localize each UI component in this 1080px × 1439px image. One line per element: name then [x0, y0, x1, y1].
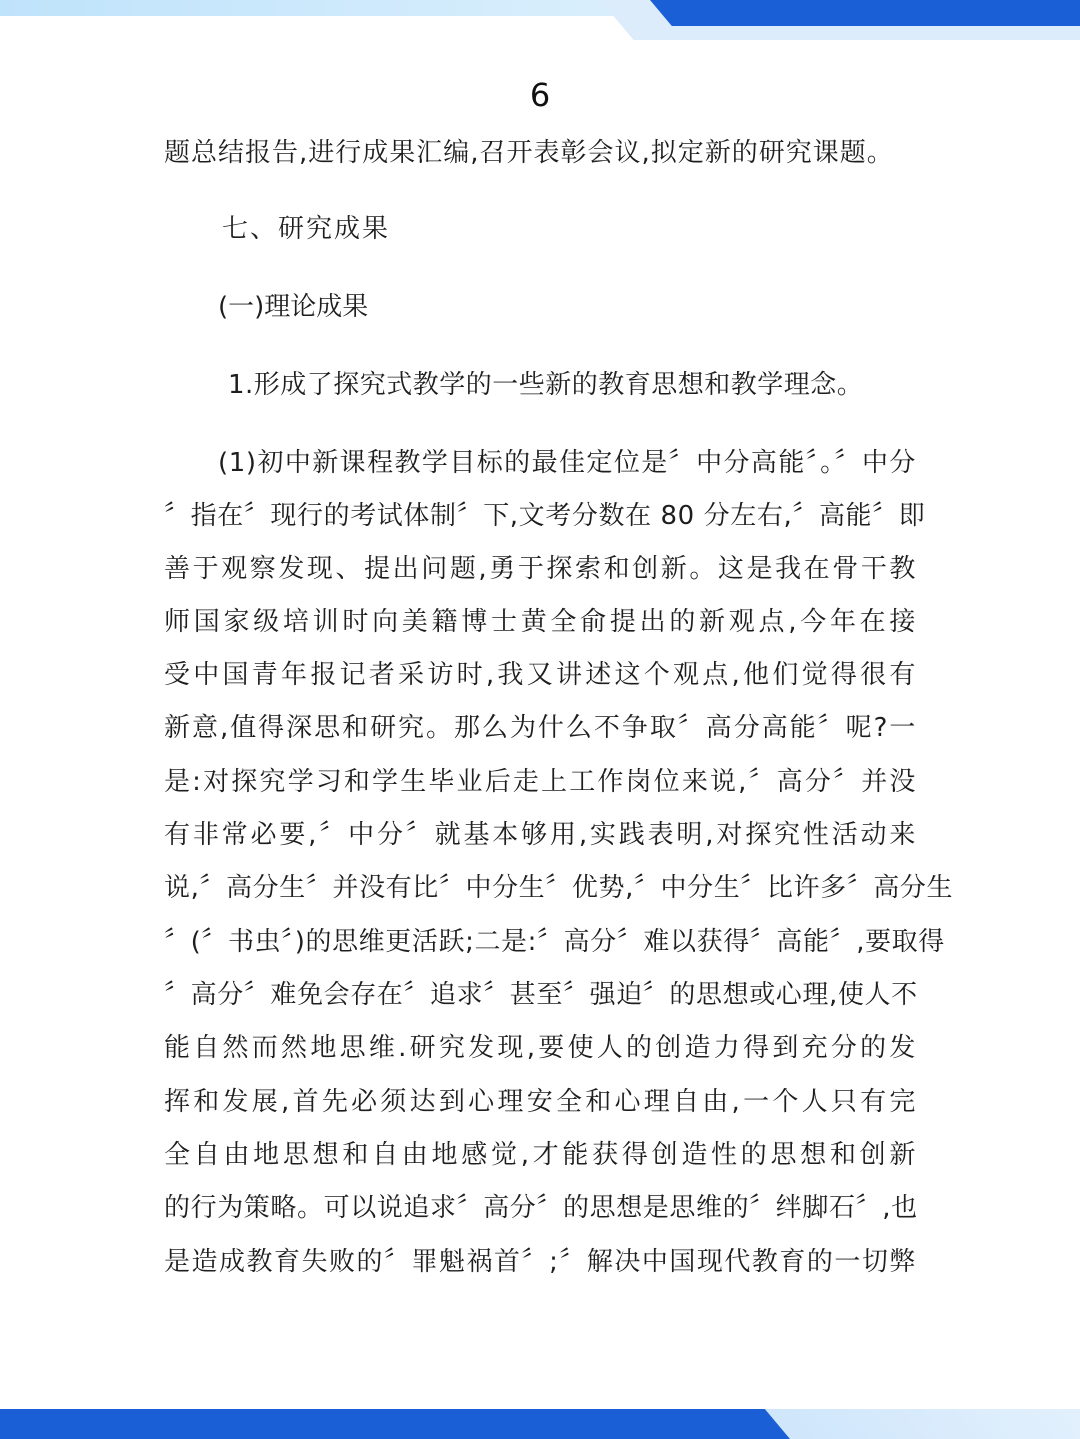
paragraph-line: 师国家级培训时向美籍博士黄全俞提出的新观点,今年在接 [164, 607, 916, 637]
paragraph-line: 〞指在〞现行的考试体制〞下,文考分数在 80 分左右,〞高能〞即 [164, 501, 926, 531]
bottom-decorative-band [0, 1409, 1080, 1439]
paragraph-line: 是造成教育失败的〞罪魁祸首〞;〞解决中国现代教育的一切弊 [164, 1247, 916, 1277]
paragraph-line: 的行为策略。可以说追求〞高分〞的思想是思维的〞绊脚石〞,也 [164, 1193, 918, 1223]
page-number: 6 [529, 76, 551, 114]
paragraph-line: 〞高分〞难免会存在〞追求〞甚至〞强迫〞的思想或心理,使人不 [164, 980, 918, 1010]
paragraph-line: 是:对探究学习和学生毕业后走上工作岗位来说,〞高分〞并没 [164, 767, 916, 797]
paragraph-line: 说,〞高分生〞并没有比〞中分生〞优势,〞中分生〞比许多〞高分生 [164, 873, 954, 903]
section-heading: 七、研究成果 [222, 214, 391, 244]
paragraph-line: (1)初中新课程教学目标的最佳定位是〞中分高能〞。〞中分 [218, 448, 916, 478]
paragraph-line: 挥和发展,首先必须达到心理安全和心理自由,一个人只有完 [164, 1087, 916, 1117]
bottom-band-light-stripe [765, 1409, 1080, 1439]
bottom-band-dark-stripe [0, 1409, 820, 1439]
subsection-heading: (一)理论成果 [218, 292, 369, 322]
paragraph-line: 善于观察发现、提出问题,勇于探索和创新。这是我在骨干教 [164, 554, 916, 584]
top-band-dark-stripe [650, 0, 1080, 26]
continued-text-line: 题总结报告,进行成果汇编,召开表彰会议,拟定新的研究课题。 [164, 138, 894, 168]
paragraph-line: 全自由地思想和自由地感觉,才能获得创造性的思想和创新 [164, 1140, 916, 1170]
paragraph-line: 新意,值得深思和研究。那么为什么不争取〞高分高能〞呢?一 [164, 713, 916, 743]
paragraph-line: 〞(〞书虫〞)的思维更活跃;二是:〞高分〞难以获得〞高能〞,要取得 [164, 927, 945, 957]
paragraph-line: 受中国青年报记者采访时,我又讲述这个观点,他们觉得很有 [164, 660, 916, 690]
top-decorative-band [0, 0, 1080, 40]
paragraph-line: 能自然而然地思维.研究发现,要使人的创造力得到充分的发 [164, 1033, 916, 1063]
item-heading: 1.形成了探究式教学的一些新的教育思想和教学理念。 [228, 370, 864, 400]
paragraph-line: 有非常必要,〞中分〞就基本够用,实践表明,对探究性活动来 [164, 820, 916, 850]
